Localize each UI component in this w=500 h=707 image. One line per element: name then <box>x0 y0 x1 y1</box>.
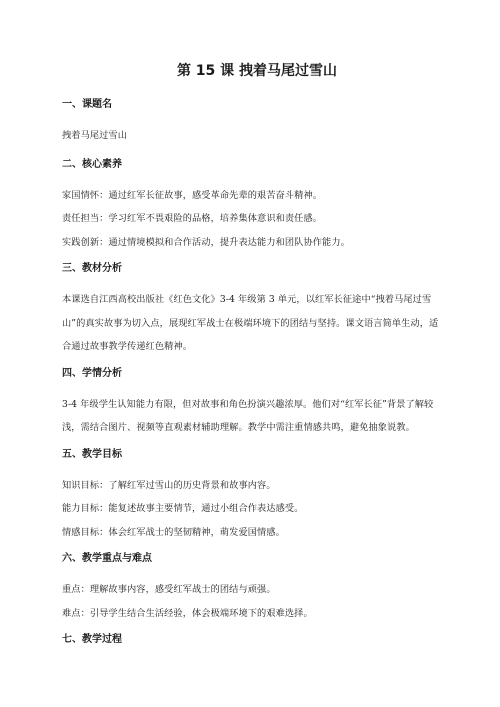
document-title: 第 15 课 拽着马尾过雪山 <box>176 63 338 79</box>
paragraph: 责任担当：学习红军不畏艰险的品格，培养集体意识和责任感。 <box>62 213 323 224</box>
paragraph: 拽着马尾过雪山 <box>62 130 128 141</box>
section-key-points <box>62 552 442 625</box>
section-heading: 六、教学重点与难点 <box>62 553 152 564</box>
section-learner-analysis <box>62 367 442 440</box>
section-core-literacy <box>62 158 442 255</box>
paragraph: 本课选自江西高校出版社《红色文化》3-4 年级第 3 单元，以红军长征途中“拽着马尾过雪山”的真实故事为切入点，展现红军战士在极端环境下的团结与坚持。课文语言简单生动，适合通过故事教学传递红色精神。 <box>62 294 439 352</box>
paragraph: 家国情怀：通过红军长征故事，感受革命先辈的艰苦奋斗精神。 <box>62 189 323 201</box>
document-page <box>62 60 442 659</box>
paragraph: 情感目标：体会红军战士的坚韧精神，萌发爱国情感。 <box>62 526 285 538</box>
paragraph: 实践创新：通过情境模拟和合作活动，提升表达能力和团队协作能力。 <box>62 236 350 248</box>
section-teaching-goals <box>62 448 442 545</box>
section-heading: 四、学情分析 <box>62 367 122 379</box>
section-heading: 一、课题名 <box>62 99 112 110</box>
section-topic <box>62 98 442 148</box>
section-heading: 五、教学目标 <box>62 448 122 460</box>
paragraph: 知识目标：了解红军过雪山的历史背景和故事内容。 <box>62 479 276 491</box>
section-heading: 三、教材分析 <box>62 263 122 274</box>
section-heading: 七、教学过程 <box>62 634 122 645</box>
section-teaching-process <box>62 633 442 647</box>
paragraph: 重点：理解故事内容，感受红军战士的团结与顽强。 <box>62 584 276 595</box>
paragraph: 能力目标：能复述故事主要情节，通过小组合作表达感受。 <box>62 503 304 514</box>
paragraph: 难点：引导学生结合生活经验，体会极端环境下的艰难选择。 <box>62 607 313 619</box>
section-textbook-analysis <box>62 262 442 359</box>
section-heading: 二、核心素养 <box>62 158 122 170</box>
paragraph: 3-4 年级学生认知能力有限，但对故事和角色扮演兴趣浓厚。他们对“红军长征”背景了解较浅，需结合图片、视频等直观素材辅助理解。教学中需注重情感共鸣，避免抽象说教。 <box>62 398 434 433</box>
